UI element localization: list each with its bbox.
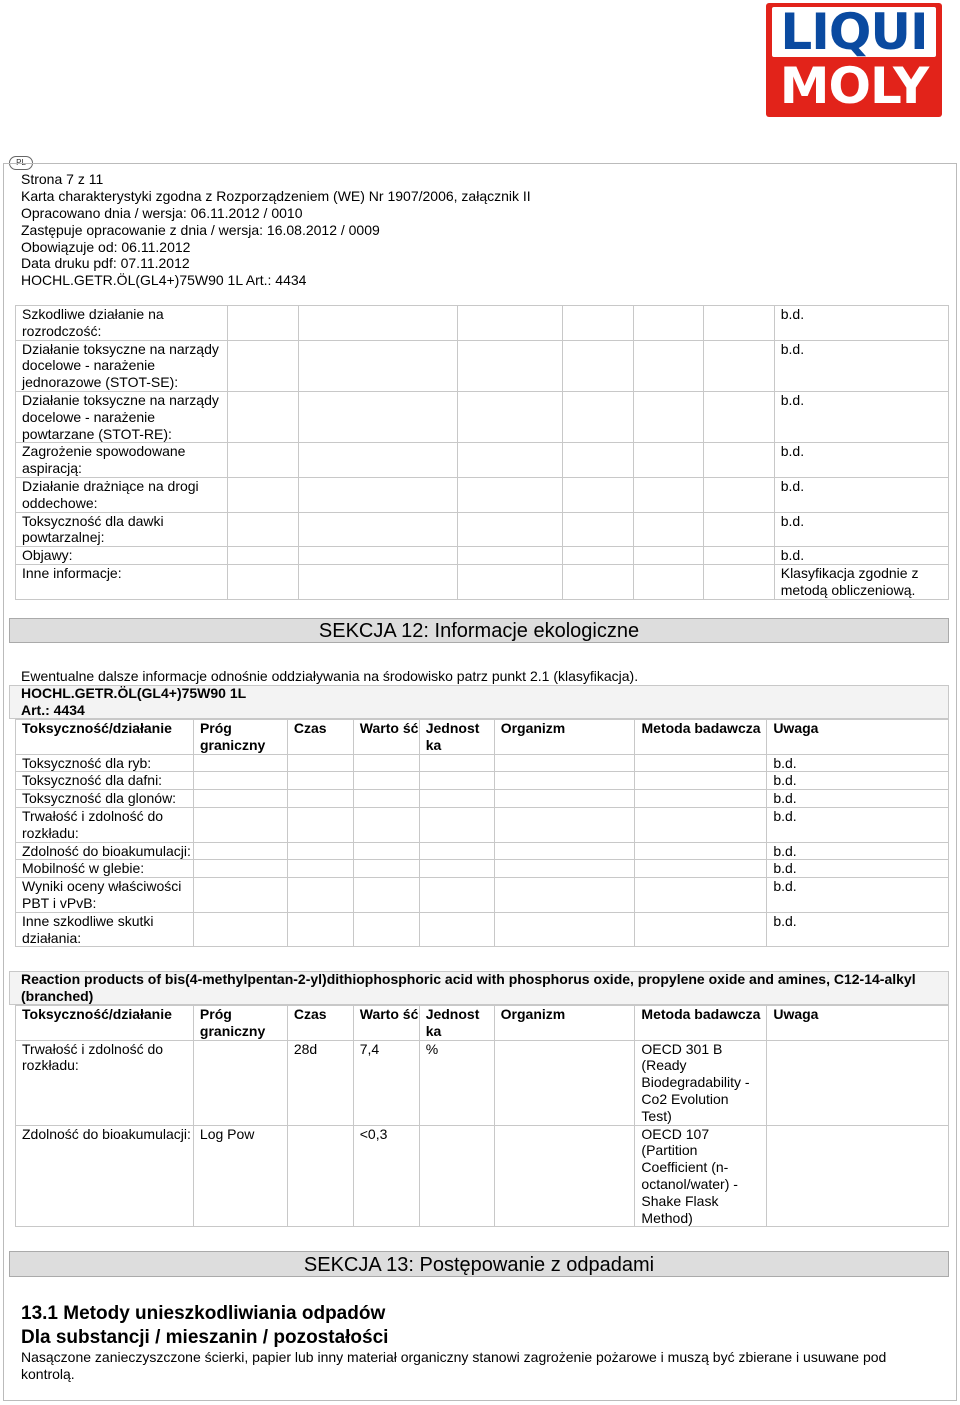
empty-cell — [287, 754, 353, 772]
column-header: Próg graniczny — [193, 1006, 287, 1041]
empty-cell — [494, 860, 635, 878]
cell-value: <0,3 — [353, 1125, 419, 1227]
cell-organism — [494, 1040, 635, 1125]
page-number: Strona 7 z 11 — [21, 171, 104, 187]
empty-cell — [353, 860, 419, 878]
empty-cell — [227, 564, 298, 599]
empty-cell — [635, 807, 767, 842]
row-label: Działanie drażniące na drogi oddechowe: — [16, 477, 228, 512]
empty-cell — [298, 512, 457, 547]
toxicology-table — [15, 305, 949, 600]
row-note: b.d. — [774, 443, 948, 478]
empty-cell — [193, 807, 287, 842]
liqui-moly-logo — [766, 3, 942, 117]
column-header: Toksyczność/działanie — [16, 720, 194, 755]
row-label: Wyniki oceny właściwości PBT i vPvB: — [16, 878, 194, 913]
empty-cell — [419, 912, 494, 947]
empty-cell — [635, 790, 767, 808]
empty-cell — [287, 912, 353, 947]
table-row — [16, 512, 949, 547]
row-label: Mobilność w glebie: — [16, 860, 194, 878]
empty-cell — [298, 306, 457, 341]
empty-cell — [227, 340, 298, 391]
empty-cell — [494, 772, 635, 790]
row-label: Toksyczność dla dawki powtarzalnej: — [16, 512, 228, 547]
cell-note — [767, 1125, 949, 1227]
row-label: Zdolność do bioakumulacji: — [16, 842, 194, 860]
empty-cell — [419, 842, 494, 860]
empty-cell — [419, 807, 494, 842]
table-row — [16, 306, 949, 341]
ecotoxicity-table — [15, 719, 949, 947]
empty-cell — [494, 807, 635, 842]
cell-organism — [494, 1125, 635, 1227]
empty-cell — [227, 512, 298, 547]
empty-cell — [704, 443, 775, 478]
empty-cell — [457, 477, 562, 512]
column-header: Metoda badawcza — [635, 720, 767, 755]
row-label: Trwałość i zdolność do rozkładu: — [16, 807, 194, 842]
cell-method: OECD 107 (Partition Coefficient (n-octanol/water) - Shake Flask Method) — [635, 1125, 767, 1227]
table-row — [16, 842, 949, 860]
row-label: Toksyczność dla glonów: — [16, 790, 194, 808]
empty-cell — [457, 391, 562, 442]
product-article: Art.: 4434 — [21, 702, 85, 718]
empty-cell — [353, 807, 419, 842]
empty-cell — [419, 878, 494, 913]
empty-cell — [287, 807, 353, 842]
empty-cell — [633, 443, 704, 478]
empty-cell — [457, 443, 562, 478]
section12-title: SEKCJA 12: Informacje ekologiczne — [9, 618, 949, 643]
column-header: Jednost ka — [419, 720, 494, 755]
empty-cell — [633, 547, 704, 565]
empty-cell — [298, 547, 457, 565]
empty-cell — [227, 547, 298, 565]
empty-cell — [704, 512, 775, 547]
table-row — [16, 912, 949, 947]
empty-cell — [298, 477, 457, 512]
column-header: Warto ść — [353, 720, 419, 755]
table-row — [16, 754, 949, 772]
table-row — [16, 772, 949, 790]
cell-time — [287, 1125, 353, 1227]
empty-cell — [193, 860, 287, 878]
row-note: b.d. — [767, 860, 949, 878]
empty-cell — [633, 391, 704, 442]
table-row — [16, 477, 949, 512]
cell-threshold — [193, 1040, 287, 1125]
empty-cell — [635, 772, 767, 790]
empty-cell — [227, 306, 298, 341]
row-note: b.d. — [767, 790, 949, 808]
table-row — [16, 443, 949, 478]
regulation-line: Karta charakterystyki zgodna z Rozporządzeniem (WE) Nr 1907/2006, załącznik II — [21, 188, 531, 204]
row-label: Toksyczność dla ryb: — [16, 754, 194, 772]
empty-cell — [298, 340, 457, 391]
section12-intro: Ewentualne dalsze informacje odnośnie oddziaływania na środowisko patrz punkt 2.1 (klasyfikacja). — [21, 668, 639, 684]
empty-cell — [353, 754, 419, 772]
section13-title: SEKCJA 13: Postępowanie z odpadami — [9, 1251, 949, 1277]
empty-cell — [635, 842, 767, 860]
table-row — [16, 391, 949, 442]
column-header: Próg graniczny — [193, 720, 287, 755]
table-row — [16, 564, 949, 599]
empty-cell — [287, 860, 353, 878]
column-header: Organizm — [494, 1006, 635, 1041]
substance-ecotoxicity-table — [15, 1005, 949, 1227]
empty-cell — [563, 306, 634, 341]
empty-cell — [563, 477, 634, 512]
replaces-line: Zastępuje opracowanie z dnia / wersja: 16.08.2012 / 0009 — [21, 222, 380, 238]
empty-cell — [633, 340, 704, 391]
printed-line: Data druku pdf: 07.11.2012 — [21, 255, 190, 271]
empty-cell — [704, 547, 775, 565]
empty-cell — [193, 878, 287, 913]
empty-cell — [494, 754, 635, 772]
empty-cell — [563, 564, 634, 599]
empty-cell — [457, 564, 562, 599]
empty-cell — [419, 790, 494, 808]
empty-cell — [494, 790, 635, 808]
cell-label: Trwałość i zdolność do rozkładu: — [16, 1040, 194, 1125]
row-note: b.d. — [774, 391, 948, 442]
cell-time: 28d — [287, 1040, 353, 1125]
logo-line1: LIQUI — [772, 7, 936, 57]
empty-cell — [298, 443, 457, 478]
empty-cell — [457, 306, 562, 341]
empty-cell — [353, 842, 419, 860]
empty-cell — [704, 477, 775, 512]
empty-cell — [227, 477, 298, 512]
empty-cell — [298, 391, 457, 442]
empty-cell — [287, 790, 353, 808]
column-header: Metoda badawcza — [635, 1006, 767, 1041]
empty-cell — [457, 547, 562, 565]
table-row — [16, 1125, 949, 1227]
row-label: Objawy: — [16, 547, 228, 565]
row-note: b.d. — [767, 807, 949, 842]
row-note: b.d. — [774, 547, 948, 565]
empty-cell — [704, 340, 775, 391]
empty-cell — [298, 564, 457, 599]
row-label: Działanie toksyczne na narządy docelowe - narażenie jednorazowe (STOT-SE): — [16, 340, 228, 391]
valid-line: Obowiązuje od: 06.11.2012 — [21, 239, 191, 255]
empty-cell — [635, 860, 767, 878]
row-note: b.d. — [774, 512, 948, 547]
empty-cell — [287, 842, 353, 860]
empty-cell — [635, 912, 767, 947]
row-note: b.d. — [767, 772, 949, 790]
row-label: Szkodliwe działanie na rozrodczość: — [16, 306, 228, 341]
table-row — [16, 807, 949, 842]
row-note: b.d. — [774, 340, 948, 391]
column-header: Czas — [287, 720, 353, 755]
empty-cell — [353, 772, 419, 790]
product-name: HOCHL.GETR.ÖL(GL4+)75W90 1L — [21, 685, 247, 701]
empty-cell — [704, 564, 775, 599]
empty-cell — [633, 306, 704, 341]
empty-cell — [193, 754, 287, 772]
row-label: Zagrożenie spowodowane aspiracją: — [16, 443, 228, 478]
language-badge: PL — [9, 156, 33, 170]
empty-cell — [563, 340, 634, 391]
cell-label: Zdolność do bioakumulacji: — [16, 1125, 194, 1227]
empty-cell — [457, 512, 562, 547]
empty-cell — [419, 860, 494, 878]
table-row — [16, 340, 949, 391]
row-note: b.d. — [774, 477, 948, 512]
empty-cell — [193, 790, 287, 808]
row-note: b.d. — [774, 306, 948, 341]
row-label: Toksyczność dla dafni: — [16, 772, 194, 790]
column-header: Czas — [287, 1006, 353, 1041]
product-line: HOCHL.GETR.ÖL(GL4+)75W90 1L Art.: 4434 — [21, 272, 307, 288]
empty-cell — [633, 477, 704, 512]
cell-threshold: Log Pow — [193, 1125, 287, 1227]
prepared-line: Opracowano dnia / wersja: 06.11.2012 / 0010 — [21, 205, 303, 221]
empty-cell — [419, 772, 494, 790]
empty-cell — [353, 790, 419, 808]
empty-cell — [635, 754, 767, 772]
table-row — [16, 878, 949, 913]
empty-cell — [227, 443, 298, 478]
row-note: b.d. — [767, 912, 949, 947]
empty-cell — [563, 547, 634, 565]
empty-cell — [633, 564, 704, 599]
row-note: Klasyfikacja zgodnie z metodą obliczeniową. — [774, 564, 948, 599]
row-label: Inne informacje: — [16, 564, 228, 599]
empty-cell — [193, 842, 287, 860]
empty-cell — [353, 912, 419, 947]
empty-cell — [704, 306, 775, 341]
cell-note — [767, 1040, 949, 1125]
table-row — [16, 547, 949, 565]
substance-name: Reaction products of bis(4-methylpentan-2-yl)dithiophosphoric acid with phosphorus oxide, propylene oxide and amines, C12-14-alkyl (branched) — [21, 971, 916, 1004]
empty-cell — [635, 878, 767, 913]
empty-cell — [419, 754, 494, 772]
empty-cell — [457, 340, 562, 391]
column-header: Uwaga — [767, 1006, 949, 1041]
empty-cell — [704, 391, 775, 442]
section13-sub2: Dla substancji / mieszanin / pozostałości — [21, 1327, 389, 1348]
section13-sub1: 13.1 Metody unieszkodliwiania odpadów — [21, 1303, 386, 1324]
column-header: Toksyczność/działanie — [16, 1006, 194, 1041]
column-header: Jednost ka — [419, 1006, 494, 1041]
row-label: Działanie toksyczne na narządy docelowe - narażenie powtarzane (STOT-RE): — [16, 391, 228, 442]
empty-cell — [193, 912, 287, 947]
column-header: Organizm — [494, 720, 635, 755]
empty-cell — [563, 512, 634, 547]
row-label: Inne szkodliwe skutki działania: — [16, 912, 194, 947]
cell-value: 7,4 — [353, 1040, 419, 1125]
column-header: Warto ść — [353, 1006, 419, 1041]
empty-cell — [633, 512, 704, 547]
column-header: Uwaga — [767, 720, 949, 755]
empty-cell — [563, 391, 634, 442]
cell-method: OECD 301 B (Ready Biodegradability - Co2 Evolution Test) — [635, 1040, 767, 1125]
row-note: b.d. — [767, 842, 949, 860]
empty-cell — [494, 842, 635, 860]
table-row — [16, 860, 949, 878]
empty-cell — [287, 878, 353, 913]
empty-cell — [563, 443, 634, 478]
empty-cell — [494, 878, 635, 913]
row-note: b.d. — [767, 754, 949, 772]
table-row — [16, 1040, 949, 1125]
cell-unit: % — [419, 1040, 494, 1125]
logo-line2: MOLY — [779, 57, 929, 115]
cell-unit — [419, 1125, 494, 1227]
empty-cell — [227, 391, 298, 442]
empty-cell — [353, 878, 419, 913]
row-note: b.d. — [767, 878, 949, 913]
empty-cell — [287, 772, 353, 790]
empty-cell — [193, 772, 287, 790]
empty-cell — [494, 912, 635, 947]
section13-text: Nasączone zanieczyszczone ścierki, papier lub inny materiał organiczny stanowi zagrożenie pożarowe i muszą być zbierane i usuwane pod kontrolą. — [21, 1349, 887, 1382]
table-row — [16, 790, 949, 808]
